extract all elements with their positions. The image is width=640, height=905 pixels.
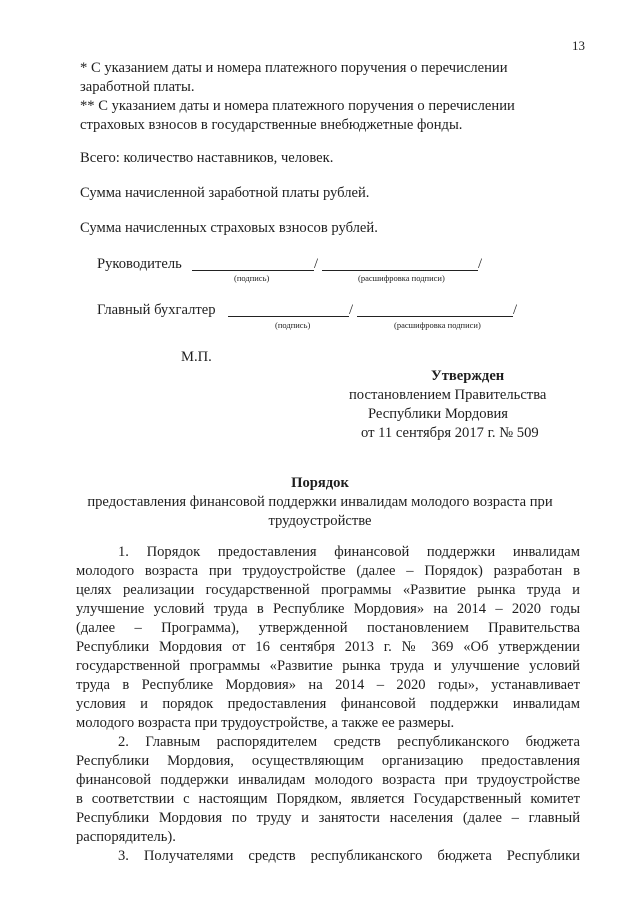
head-sign-line [192, 256, 314, 271]
paragraph-line: государственной программы «Развитие рынка труда и улучшение условий [76, 658, 580, 674]
approval-title [431, 368, 504, 385]
head-slash-end: / [478, 256, 483, 272]
head-decode-line [322, 256, 478, 271]
paragraph-line: труда в Республике Мордовия» на 2014 – 2020 годы», устанавливает [76, 677, 580, 693]
accountant-slash: / [349, 302, 354, 318]
accountant-decode-line [357, 302, 513, 317]
footnote-line: * С указанием даты и номера платежного поручения о перечислении [80, 60, 508, 76]
paragraph-line: финансовой поддержки инвалидам молодого возраста при трудоустройстве [76, 772, 580, 788]
head-label: Руководитель [97, 256, 182, 272]
paragraph-line: молодого возраста при трудоустройстве, а также ее размеры. [76, 715, 455, 731]
approval-title-text: Утвержден [431, 368, 505, 384]
paragraph-line: Республики Мордовия, осуществляющим организацию предоставления [76, 753, 580, 769]
paragraph-line: целях реализации государственной программы «Развитие рынка труда и [76, 582, 580, 598]
accountant-decode-hint: (расшифровка подписи) [394, 320, 481, 330]
paragraph-line: Республики Мордовия от 16 сентября 2013 г. № 369 «Об утверждении [76, 639, 580, 655]
approval-line: от 11 сентября 2017 г. № 509 [361, 425, 539, 441]
paragraph-line: молодого возраста при трудоустройстве (далее – Порядок) разработан в [76, 563, 580, 579]
head-slash: / [314, 256, 319, 272]
stamp-mark: М.П. [181, 349, 212, 365]
document-title [80, 475, 560, 492]
paragraph-line: 3. Получателями средств республиканского бюджета Республики [118, 848, 580, 864]
head-decode-hint: (расшифровка подписи) [358, 273, 445, 283]
paragraph-line: улучшение условий труда в Республике Мордовия» на 2014 – 2020 годы [76, 601, 580, 617]
accountant-sign-line [228, 302, 349, 317]
footnote-line: ** С указанием даты и номера платежного поручения о перечислении [80, 98, 515, 114]
total-insurance: Сумма начисленных страховых взносов рублей. [80, 220, 378, 236]
paragraph-line: Республики Мордовия по труду и занятости населения (далее – главный [76, 810, 580, 826]
approval-line: постановлением Правительства [349, 387, 547, 403]
footnote-line: страховых взносов в государственные внебюджетные фонды. [80, 117, 463, 133]
head-sign-hint: (подпись) [234, 273, 270, 283]
paragraph-line: 1. Порядок предоставления финансовой поддержки инвалидам [118, 544, 580, 560]
document-subtitle: трудоустройстве [268, 513, 372, 529]
paragraph-line: 2. Главным распорядителем средств республиканского бюджета [118, 734, 580, 750]
accountant-label: Главный бухгалтер [97, 302, 216, 318]
paragraph-line: условия и порядок предоставления финансовой поддержки инвалидам [76, 696, 580, 712]
paragraph-line: в соответствии с настоящим Порядком, является Государственный комитет [76, 791, 580, 807]
accountant-slash-end: / [513, 302, 518, 318]
paragraph-line: распорядитель). [76, 829, 176, 845]
footnote-line: заработной платы. [80, 79, 195, 95]
total-mentors: Всего: количество наставников, человек. [80, 150, 334, 166]
approval-line: Республики Мордовия [368, 406, 509, 422]
paragraph-line: (далее – Программа), утвержденной постановлением Правительства [76, 620, 580, 636]
document-title-text: Порядок [291, 475, 349, 491]
page-number: 13 [572, 38, 585, 53]
accountant-sign-hint: (подпись) [275, 320, 311, 330]
document-subtitle: предоставления финансовой поддержки инвалидам молодого возраста при [87, 494, 553, 510]
total-salary: Сумма начисленной заработной платы рублей. [80, 185, 370, 201]
